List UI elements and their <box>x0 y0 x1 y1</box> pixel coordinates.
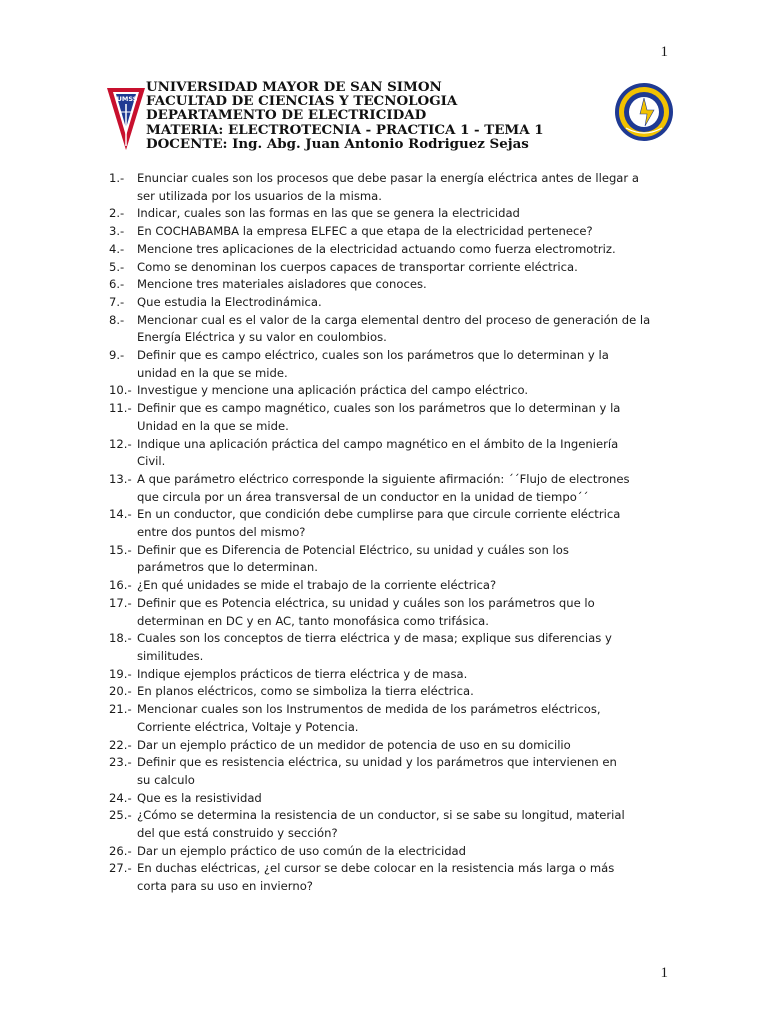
question-number: 23.- <box>109 755 132 770</box>
question-number: 7.- <box>109 294 125 309</box>
question-number: 10.- <box>109 383 132 398</box>
question-text: Cuales son los conceptos de tierra eléctrica y de masa; explique sus diferencias y similitudes. <box>137 631 612 663</box>
question-text: Definir que es Potencia eléctrica, su unidad y cuáles son los parámetros que lo determinan en DC y en AC, tanto monofásica como trifásica. <box>137 595 595 628</box>
question-number: 27.- <box>109 861 132 876</box>
question-item <box>109 471 689 506</box>
question-item <box>109 436 689 471</box>
question-number: 1.- <box>109 171 125 185</box>
question-number: 16.- <box>109 578 132 593</box>
question-text: Definir que es campo eléctrico, cuales son los parámetros que lo determinan y la unidad en la que se mide. <box>137 348 609 380</box>
question-number: 15.- <box>109 542 132 557</box>
question-number: 17.- <box>109 595 132 610</box>
question-item <box>109 205 689 223</box>
question-text: Dar un ejemplo práctico de un medidor de potencia de uso en su domicilio <box>137 737 571 752</box>
question-item <box>109 807 689 842</box>
question-text: Investigue y mencione una aplicación práctica del campo eléctrico. <box>137 383 529 398</box>
question-item <box>109 630 689 665</box>
question-text: Mencionar cual es el valor de la carga elemental dentro del proceso de generación de la Energía Eléctrica y su valor en coulombios. <box>137 312 651 345</box>
question-item <box>109 506 689 541</box>
umss-logo-icon <box>106 84 146 152</box>
question-list <box>109 170 689 896</box>
question-text: Dar un ejemplo práctico de uso común de la electricidad <box>137 843 467 858</box>
question-number: 14.- <box>109 507 132 522</box>
question-number: 24.- <box>109 790 132 805</box>
header-text-block <box>146 80 544 151</box>
question-text: Indique ejemplos prácticos de tierra eléctrica y de masa. <box>137 666 468 681</box>
faculty-name: FACULTAD DE CIENCIAS Y TECNOLOGIA <box>146 93 458 110</box>
question-text: Mencione tres materiales aisladores que conoces. <box>137 277 427 292</box>
question-item <box>109 754 689 789</box>
question-number: 22.- <box>109 737 132 752</box>
question-item <box>109 683 689 701</box>
question-item <box>109 259 689 277</box>
page-number-top: 1 <box>660 44 668 60</box>
question-number: 20.- <box>109 684 132 699</box>
question-text: Definir que es Diferencia de Potencial Eléctrico, su unidad y cuáles son los parámetros que lo determinan. <box>137 542 569 575</box>
question-text: A que parámetro eléctrico corresponde la siguiente afirmación: ´´Flujo de electrones que circula por un área transversal de un conductor en la unidad de tiempo´´ <box>137 471 630 504</box>
question-number: 18.- <box>109 631 132 646</box>
question-text: Enunciar cuales son los procesos que debe pasar la energía eléctrica antes de llegar a ser utilizada por los usuarios de la misma. <box>137 171 639 203</box>
question-item <box>109 542 689 577</box>
department-name: DEPARTAMENTO DE ELECTRICIDAD <box>146 107 427 124</box>
question-item <box>109 790 689 808</box>
question-item <box>109 382 689 400</box>
question-item <box>109 294 689 312</box>
question-text: Que es la resistividad <box>137 790 262 805</box>
question-text: Definir que es resistencia eléctrica, su unidad y los parámetros que intervienen en su calculo <box>137 755 617 787</box>
question-text: Mencione tres aplicaciones de la electricidad actuando como fuerza electromotriz. <box>137 241 616 256</box>
question-item <box>109 347 689 382</box>
question-number: 11.- <box>109 401 132 416</box>
question-item <box>109 577 689 595</box>
question-item <box>109 843 689 861</box>
question-text: En COCHABAMBA la empresa ELFEC a que etapa de la electricidad pertenece? <box>137 224 593 239</box>
question-text: Que estudia la Electrodinámica. <box>137 294 322 309</box>
question-item <box>109 241 689 259</box>
question-number: 8.- <box>109 312 125 327</box>
question-text: En duchas eléctricas, ¿el cursor se debe colocar en la resistencia más larga o más corta para su uso en invierno? <box>137 861 615 894</box>
question-number: 12.- <box>109 436 132 451</box>
question-item <box>109 666 689 684</box>
question-number: 6.- <box>109 277 125 292</box>
teacher-line: DOCENTE: Ing. Abg. Juan Antonio Rodriguez Sejas <box>146 135 529 152</box>
question-number: 25.- <box>109 808 132 823</box>
question-item <box>109 276 689 294</box>
university-name: UNIVERSIDAD MAYOR DE SAN SIMON <box>146 79 442 95</box>
question-number: 5.- <box>109 259 125 274</box>
question-text: En un conductor, que condición debe cumplirse para que circule corriente eléctrica entre dos puntos del mismo? <box>137 507 621 540</box>
question-text: Indicar, cuales son las formas en las que se genera la electricidad <box>137 206 520 221</box>
question-text: Indique una aplicación práctica del campo magnético en el ámbito de la Ingeniería Civil. <box>137 436 619 469</box>
document-header <box>106 80 676 160</box>
question-item <box>109 400 689 435</box>
question-item <box>109 170 689 205</box>
question-item <box>109 223 689 241</box>
question-item <box>109 312 689 347</box>
question-text: ¿Cómo se determina la resistencia de un conductor, si se sabe su longitud, material del que está construido y sección? <box>137 808 625 841</box>
question-item <box>109 701 689 736</box>
question-number: 3.- <box>109 224 125 239</box>
page-number-bottom: 1 <box>660 965 668 981</box>
question-number: 13.- <box>109 471 132 486</box>
question-item <box>109 737 689 755</box>
subject-line: MATERIA: ELECTROTECNIA - PRACTICA 1 - TEMA 1 <box>146 121 544 138</box>
question-item <box>109 860 689 895</box>
question-text: Mencionar cuales son los Instrumentos de medida de los parámetros eléctricos, Corriente eléctrica, Voltaje y Potencia. <box>137 702 601 734</box>
question-number: 4.- <box>109 241 125 256</box>
question-number: 2.- <box>109 206 125 221</box>
question-number: 26.- <box>109 843 132 858</box>
umss-logo-text: UMSS <box>116 95 138 103</box>
question-text: ¿En qué unidades se mide el trabajo de la corriente eléctrica? <box>137 578 497 593</box>
question-number: 9.- <box>109 348 125 363</box>
question-text: Como se denominan los cuerpos capaces de transportar corriente eléctrica. <box>137 259 578 274</box>
question-number: 21.- <box>109 702 132 717</box>
department-seal-icon <box>614 82 674 142</box>
question-item <box>109 595 689 630</box>
question-number: 19.- <box>109 666 132 681</box>
question-text: Definir que es campo magnético, cuales son los parámetros que lo determinan y la Unidad en la que se mide. <box>137 401 621 433</box>
question-text: En planos eléctricos, como se simboliza la tierra eléctrica. <box>137 684 474 699</box>
